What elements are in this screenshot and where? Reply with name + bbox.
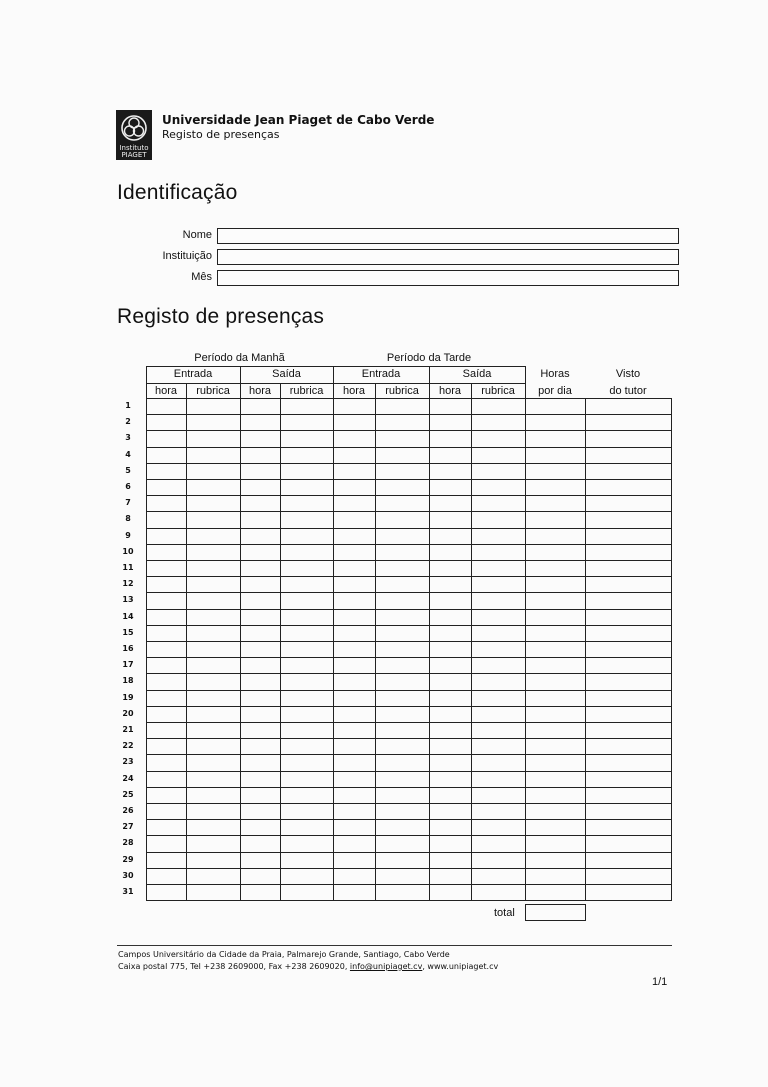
- col-hora-4: hora: [438, 385, 462, 397]
- period-morning-header: Período da Manhã: [194, 352, 285, 364]
- total-label: total: [494, 907, 515, 919]
- row-rule: [146, 673, 672, 674]
- header-rule-subcols: [146, 383, 526, 384]
- logo-text: [116, 145, 152, 159]
- day-number: 17: [122, 660, 134, 669]
- morning-saida-header: Saída: [272, 368, 301, 380]
- total-field[interactable]: [525, 904, 586, 921]
- name-field[interactable]: [217, 228, 679, 244]
- row-rule: [146, 787, 672, 788]
- day-number: 26: [122, 806, 134, 815]
- day-number: 9: [125, 531, 131, 540]
- row-rule: [146, 754, 672, 755]
- col-divider: [240, 366, 241, 900]
- col-rubrica-4: rubrica: [481, 385, 515, 397]
- row-rule: [146, 625, 672, 626]
- col-rubrica-3: rubrica: [385, 385, 419, 397]
- institution-field[interactable]: [217, 249, 679, 265]
- day-number: 11: [122, 563, 134, 572]
- row-rule: [146, 414, 672, 415]
- col-divider: [585, 398, 586, 900]
- day-number: 28: [122, 838, 134, 847]
- logo-text-line1: Instituto: [119, 144, 149, 152]
- row-rule: [146, 771, 672, 772]
- institution-label: Instituição: [162, 250, 212, 262]
- month-label: Mês: [191, 271, 212, 283]
- day-number: 6: [125, 482, 131, 491]
- row-rule: [146, 803, 672, 804]
- row-rule: [146, 722, 672, 723]
- day-number: 30: [122, 871, 134, 880]
- footer-divider: [117, 945, 672, 946]
- col-divider: [471, 383, 472, 900]
- day-number: 4: [125, 450, 131, 459]
- registry-title: Registo de presenças: [117, 305, 325, 328]
- row-rule: [146, 868, 672, 869]
- col-rubrica-1: rubrica: [196, 385, 230, 397]
- day-number: 3: [125, 433, 131, 442]
- row-rule: [146, 544, 672, 545]
- day-number: 18: [122, 676, 134, 685]
- col-divider: [429, 366, 430, 900]
- col-divider: [280, 383, 281, 900]
- day-number: 15: [122, 628, 134, 637]
- row-rule: [146, 884, 672, 885]
- university-name: Universidade Jean Piaget de Cabo Verde: [162, 113, 435, 127]
- document-subtitle: Registo de presenças: [162, 128, 280, 141]
- logo-emblem-icon: [120, 114, 148, 142]
- row-rule: [146, 706, 672, 707]
- row-rule: [146, 852, 672, 853]
- row-rule: [146, 900, 672, 901]
- footer-website: , www.unipiaget.cv: [422, 962, 499, 971]
- row-rule: [146, 835, 672, 836]
- row-rule: [146, 609, 672, 610]
- day-number: 5: [125, 466, 131, 475]
- row-rule: [146, 447, 672, 448]
- afternoon-saida-header: Saída: [462, 368, 492, 380]
- day-number: 14: [122, 612, 134, 621]
- day-number: 13: [122, 595, 134, 604]
- day-number: 31: [122, 887, 134, 896]
- row-rule: [146, 398, 672, 399]
- col-divider: [375, 383, 376, 900]
- day-number: 22: [122, 741, 134, 750]
- row-rule: [146, 479, 672, 480]
- day-number: 23: [122, 757, 134, 766]
- row-rule: [146, 576, 672, 577]
- day-number: 27: [122, 822, 134, 831]
- day-number: 7: [125, 498, 131, 507]
- period-afternoon-header: Período da Tarde: [386, 352, 472, 364]
- row-rule: [146, 430, 672, 431]
- footer-email-link[interactable]: info@unipiaget.cv: [349, 962, 423, 971]
- footer-address: Campos Universitário da Cidade da Praia, Palmarejo Grande, Santiago, Cabo Verde: [118, 950, 450, 959]
- institution-logo: [116, 110, 152, 160]
- row-rule: [146, 560, 672, 561]
- col-rubrica-2: rubrica: [289, 385, 324, 397]
- col-divider: [186, 383, 187, 900]
- col-divider: [525, 366, 526, 900]
- page-number: 1/1: [652, 976, 668, 988]
- col-hora-1: hora: [154, 385, 178, 397]
- day-number: 25: [122, 790, 134, 799]
- col-horas-line1: Horas: [540, 368, 570, 380]
- name-label: Nome: [182, 229, 212, 241]
- footer-contacts-text: Caixa postal 775, Tel +238 2609000, Fax +238 2609020,: [118, 962, 350, 971]
- day-number: 19: [122, 693, 134, 702]
- header-rule-periods: [146, 366, 526, 367]
- identification-title: Identificação: [117, 181, 238, 204]
- row-rule: [146, 511, 672, 512]
- col-visto-line2: do tutor: [609, 385, 647, 397]
- day-number: 20: [122, 709, 134, 718]
- row-rule: [146, 690, 672, 691]
- logo-text-line2: PIAGET: [121, 151, 147, 159]
- row-rule: [146, 641, 672, 642]
- row-rule: [146, 463, 672, 464]
- day-number: 2: [125, 417, 131, 426]
- col-horas-header: [525, 368, 585, 398]
- table-right-border: [671, 398, 672, 900]
- col-divider: [333, 366, 334, 900]
- col-visto-header: [585, 368, 671, 398]
- col-horas-line2: por dia: [538, 385, 572, 397]
- day-number: 10: [122, 547, 134, 556]
- row-rule: [146, 657, 672, 658]
- row-rule: [146, 738, 672, 739]
- row-rule: [146, 495, 672, 496]
- footer-contacts: [118, 962, 498, 971]
- afternoon-entrada-header: Entrada: [361, 368, 401, 380]
- day-number: 1: [125, 401, 131, 410]
- day-number: 29: [122, 855, 134, 864]
- col-hora-3: hora: [342, 385, 366, 397]
- row-rule: [146, 819, 672, 820]
- day-number: 8: [125, 514, 131, 523]
- day-number: 16: [122, 644, 134, 653]
- month-field[interactable]: [217, 270, 679, 286]
- day-number: 21: [122, 725, 134, 734]
- day-number: 24: [122, 774, 134, 783]
- morning-entrada-header: Entrada: [173, 368, 213, 380]
- col-visto-line1: Visto: [615, 368, 641, 380]
- row-rule: [146, 528, 672, 529]
- col-hora-2: hora: [248, 385, 272, 397]
- table-left-border: [146, 366, 147, 900]
- row-rule: [146, 592, 672, 593]
- day-number: 12: [122, 579, 134, 588]
